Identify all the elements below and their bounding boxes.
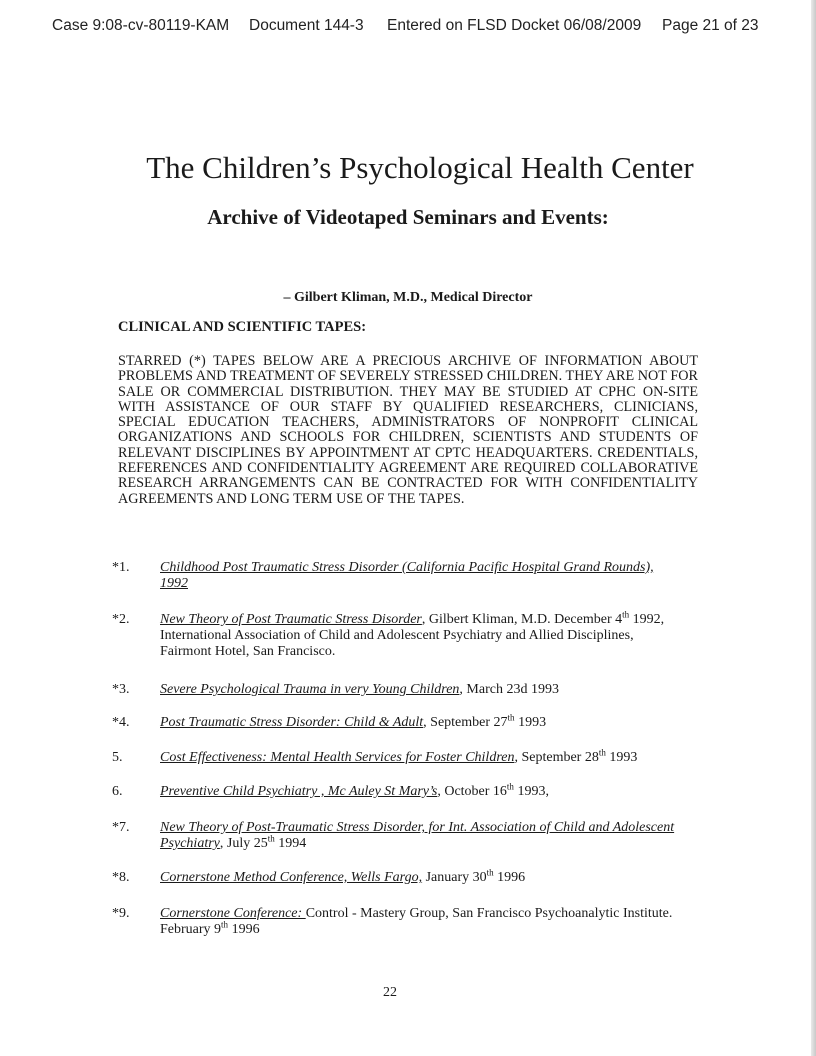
ordinal-suffix: th — [622, 609, 630, 620]
item-details: , October 16 — [437, 784, 507, 799]
case-number: Case 9:08-cv-80119-KAM — [52, 17, 230, 34]
item-number: *9. — [112, 906, 130, 921]
item-entry — [160, 712, 680, 731]
item-details-continued: 1994 — [274, 836, 307, 851]
item-number: *4. — [112, 715, 130, 730]
notice-paragraph: STARRED (*) TAPES BELOW ARE A PRECIOUS ARCHIVE OF INFORMATION ABOUT PROBLEMS AND TREATMENT OF SEVERELY STRESSED CHILDREN. THEY ARE NOT FOR SALE OR COMMERCIAL DISTRIBUTION. THEY MAY BE STUDIED AT CPHC ON-SITE WITH ASSISTANCE OF OUR STAFF BY QUALIFIED RESEARCHERS, CLINICIANS, SPECIAL EDUCATION TEACHERS, ADMINISTRATORS OF NONPROFIT CLINICAL ORGANIZATIONS AND SCHOOLS FOR CHILDREN, SCIENTISTS AND STUDENTS OF RELEVANT DISCIPLINES BY APPOINTMENT AT CPTC HEADQUARTERS. CREDENTIALS, REFERENCES AND CONFIDENTIALITY AGREEMENT ARE REQUIRED COLLABORATIVE RESEARCH ARRANGEMENTS CAN BE CONTRACTED FOR WITH CONFIDENTIALITY AGREEMENTS AND LONG TERM USE OF THE TAPES. — [118, 353, 698, 507]
item-entry — [160, 820, 680, 852]
item-title: Childhood Post Traumatic Stress Disorder (California Pacific Hospital Grand Rounds), 1992 — [160, 560, 654, 591]
item-details-continued: 1996 — [493, 870, 526, 885]
item-details: , September 28 — [514, 750, 599, 765]
item-number: *7. — [112, 820, 130, 835]
item-title: New Theory of Post Traumatic Stress Disorder — [160, 612, 422, 627]
item-details: January 30 — [422, 870, 487, 885]
item-title: Cornerstone Conference: — [160, 906, 306, 921]
item-entry — [160, 906, 680, 938]
item-title: Post Traumatic Stress Disorder: Child & Adult — [160, 715, 424, 730]
item-entry — [160, 560, 680, 592]
item-number: *2. — [112, 612, 130, 627]
author-line: – Gilbert Kliman, M.D., Medical Director — [283, 290, 533, 305]
item-title: Cornerstone Method Conference, Wells Fargo, — [160, 870, 423, 885]
item-title: Cost Effectiveness: Mental Health Services for Foster Children — [160, 750, 515, 765]
item-title: Severe Psychological Trauma in very Young Children — [160, 682, 460, 697]
section-heading: CLINICAL AND SCIENTIFIC TAPES: — [118, 319, 367, 335]
item-number: 6. — [112, 784, 123, 799]
item-details: Control - Mastery Group, San Francisco Psychoanalytic Institute. February 9 — [160, 906, 673, 937]
page-of: Page 21 of 23 — [662, 17, 759, 34]
document-title: The Children’s Psychological Health Center — [146, 150, 694, 185]
page-number: 22 — [383, 985, 397, 1000]
ordinal-suffix: th — [221, 919, 229, 930]
item-number: 5. — [112, 750, 123, 765]
ordinal-suffix: th — [507, 712, 515, 723]
item-entry — [160, 609, 680, 660]
item-details: , July 25 — [219, 836, 268, 851]
item-details-continued: 1992, International Association of Child and Adolescent Psychiatry and Allied Disciplines, Fairmont Hotel, San Francisco. — [160, 612, 665, 659]
item-details-continued: 1993 — [605, 750, 638, 765]
item-details: , March 23d 1993 — [459, 682, 559, 697]
item-title: Preventive Child Psychiatry , Mc Auley St Mary’s — [160, 784, 438, 799]
item-details-continued: 1993, — [513, 784, 549, 799]
document-subtitle: Archive of Videotaped Seminars and Events: — [207, 205, 609, 229]
ordinal-suffix: th — [598, 747, 606, 758]
item-entry — [160, 781, 680, 800]
item-number: *1. — [112, 560, 130, 575]
item-entry — [160, 867, 680, 886]
ordinal-suffix: th — [267, 833, 275, 844]
item-title: New Theory of Post-Traumatic Stress Disorder, for Int. Association of Child and Adolescent Psychiatry — [160, 820, 675, 851]
item-details-continued: 1996 — [228, 922, 260, 937]
item-entry — [160, 747, 700, 766]
item-number: *8. — [112, 870, 130, 885]
ordinal-suffix: th — [486, 867, 494, 878]
item-entry — [160, 682, 680, 698]
item-details: , Gilbert Kliman, M.D. December 4 — [421, 612, 623, 627]
item-number: *3. — [112, 682, 130, 697]
item-details-continued: 1993 — [514, 715, 547, 730]
document-number: Document 144-3 — [249, 17, 364, 34]
docket-entry: Entered on FLSD Docket 06/08/2009 — [387, 17, 642, 34]
item-details: , September 27 — [423, 715, 508, 730]
ordinal-suffix: th — [506, 781, 514, 792]
